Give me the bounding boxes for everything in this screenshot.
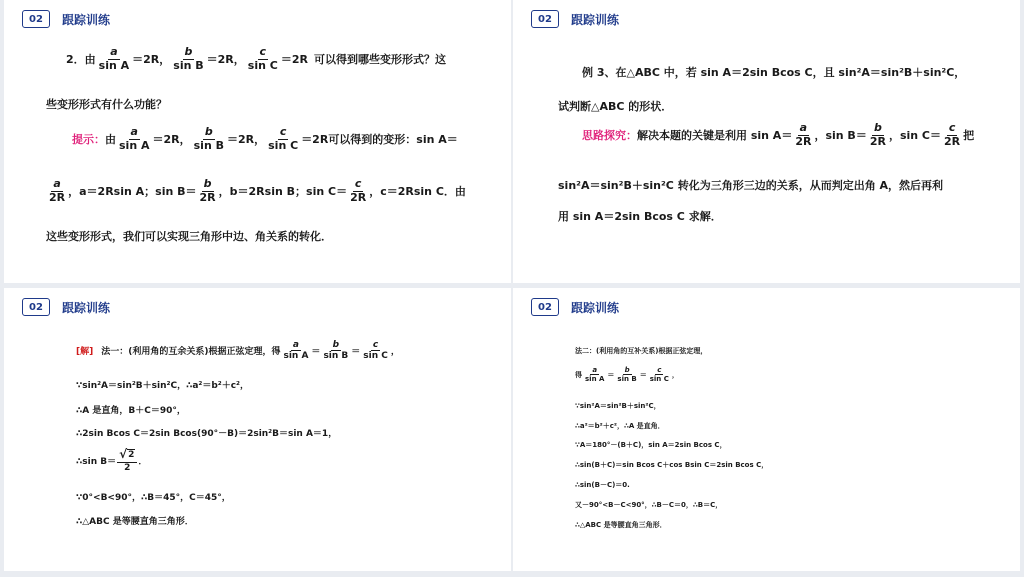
slide-1	[4, 0, 511, 283]
hint-line-3: a 2R ，a＝2Rsin A；sin B＝ b 2R ，b＝2Rsin B；sin C＝ c 2R ，c＝2Rsin C．由	[49, 177, 466, 204]
method2-line-4: ∴a²＝b²＋c²，∴A 是直角．	[575, 422, 665, 430]
section-badge: 02	[22, 10, 50, 28]
hint-line: 提示： 由 a sin A ＝2R， b sin B ＝2R， c sin C ＝2R 可以得到的变形：sin A＝	[72, 125, 458, 152]
section-badge: 02	[531, 298, 559, 316]
question-line-1: 2．由 a sin A ＝2R， b sin B ＝2R， c sin C ＝2R 可以得到哪些变形形式？这	[66, 45, 446, 72]
solution-line-7: ∴△ABC 是等腰直角三角形．	[76, 517, 194, 527]
method2-line-8: 又－90°<B－C<90°，∴B－C＝0，∴B＝C，	[575, 501, 723, 509]
slide-title: 跟踪训练	[571, 300, 620, 315]
slide-title: 跟踪训练	[62, 300, 111, 315]
slide-3	[4, 288, 511, 571]
slide-1-content	[46, 0, 486, 283]
solution-line-5: ∴sin B＝ √ 2 2 ．	[76, 447, 148, 473]
solution-line-2: ∵sin²A＝sin²B＋sin²C，∴a²＝b²＋c²，	[76, 381, 250, 391]
slide-4-content	[575, 288, 1005, 571]
method2-line-1: 法二：(利用角的互补关系)根据正弦定理，	[575, 347, 708, 355]
solution-line-4: ∴2sin Bcos C＝2sin Bcos(90°－B)＝2sin²B＝sin A＝1，	[76, 429, 338, 439]
fraction-sqrt2-over-2: √ 2 2	[117, 448, 137, 473]
method2-line-3: ∵sin²A＝sin²B＋sin²C，	[575, 402, 661, 410]
fraction-a-sinA: a sin A	[98, 45, 130, 72]
thinking-label: 思路探究：	[582, 129, 637, 143]
thinking-line-3: 用 sin A＝2sin Bcos C 求解．	[558, 210, 722, 223]
solution-line-6: ∵0°<B<90°，∴B＝45°，C＝45°，	[76, 493, 231, 503]
solution-line-3: ∴A 是直角，B＋C＝90°，	[76, 406, 186, 416]
slide-4	[513, 288, 1020, 571]
thinking-line-2: sin²A＝sin²B＋sin²C 转化为三角形三边的关系，从而判定出角 A，然后再利	[558, 179, 944, 192]
example-line-2: 试判断△ABC 的形状．	[558, 100, 673, 113]
thinking-line: 思路探究： 解决本题的关键是利用 sin A＝ a 2R ，sin B＝ b 2R ，sin C＝ c 2R 把	[582, 121, 975, 148]
example-line-1: 例 3、在△ABC 中，若 sin A＝2sin Bcos C，且 sin²A＝sin²B＋sin²C，	[582, 66, 966, 79]
method2-line-6: ∴sin(B＋C)＝sin Bcos C＋cos Bsin C＝2sin Bcos C，	[575, 461, 769, 469]
section-badge: 02	[22, 298, 50, 316]
question-number: 2．由	[66, 53, 96, 67]
solution-tag: [解]	[76, 347, 94, 358]
method2-line-5: ∵A＝180°－(B＋C)，sin A＝2sin Bcos C，	[575, 441, 727, 449]
slide-title: 跟踪训练	[62, 12, 111, 27]
fraction-c-sinC: c sin C	[247, 45, 278, 72]
solution-line-1: [解] 法一：(利用角的互余关系)根据正弦定理，得 a sin A ＝ b sin B ＝ c sin C ，	[76, 340, 400, 362]
slide-3-content	[76, 288, 496, 571]
hint-label: 提示：	[72, 133, 105, 147]
fraction-b-sinB: b sin B	[173, 45, 204, 72]
hint-line-4: 这些变形形式，我们可以实现三角形中边、角关系的转化．	[46, 230, 332, 243]
slide-2-content	[558, 0, 1008, 283]
method2-line-2: 得 a sin A ＝ b sin B ＝ c sin C ，	[575, 366, 679, 384]
question-line-2: 些变形形式有什么功能？	[46, 98, 167, 111]
section-badge: 02	[531, 10, 559, 28]
slide-title: 跟踪训练	[571, 12, 620, 27]
method2-line-9: ∴△ABC 是等腰直角三角形．	[575, 521, 667, 529]
method2-line-7: ∴sin(B－C)＝0.	[575, 481, 630, 489]
slide-2	[513, 0, 1020, 283]
